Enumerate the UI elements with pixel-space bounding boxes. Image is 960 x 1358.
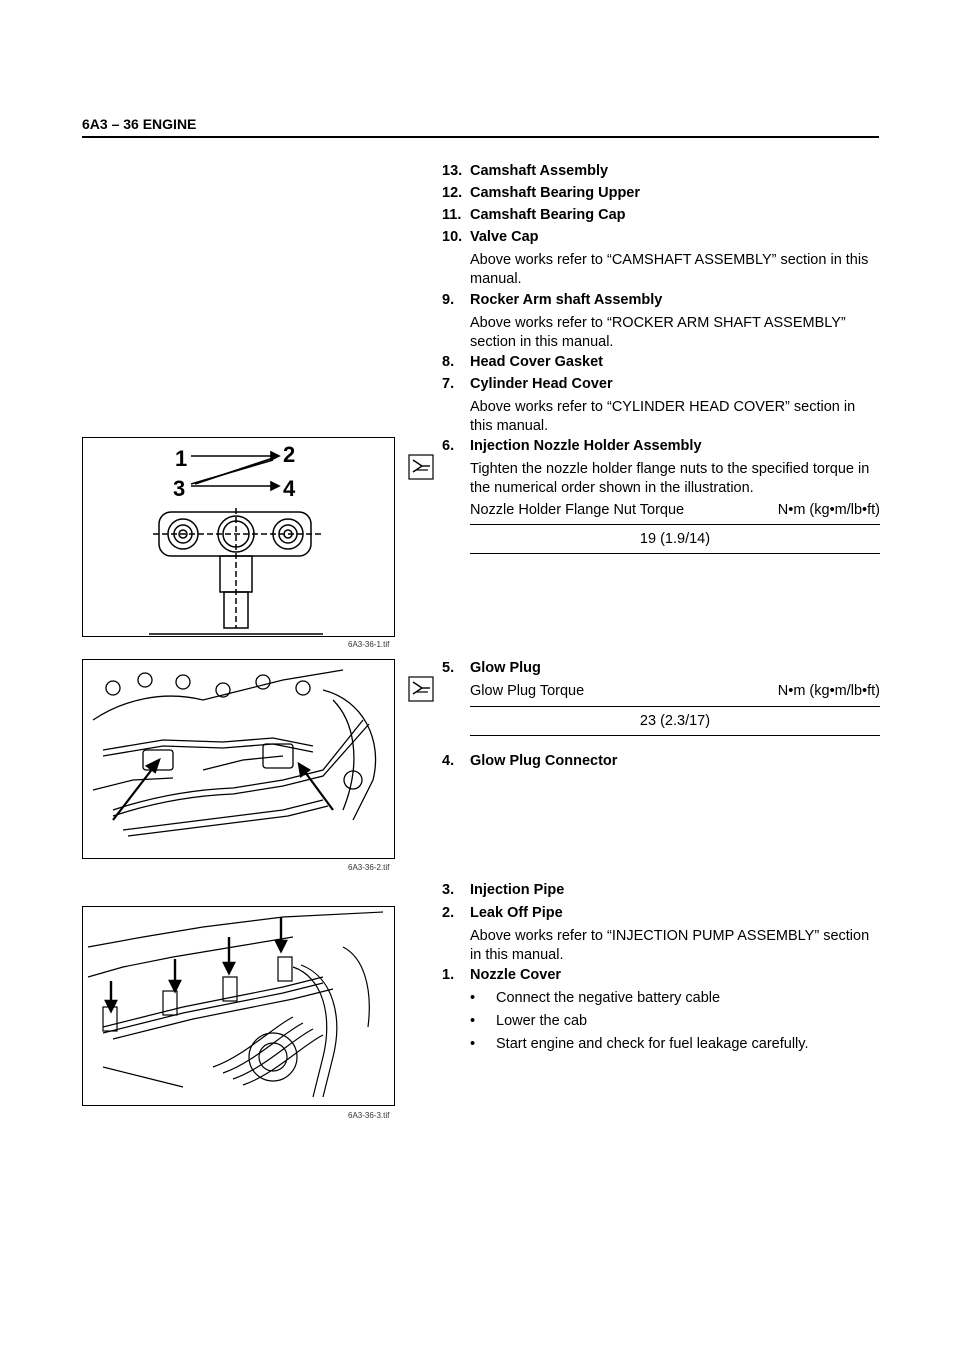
item-label: Rocker Arm shaft Assembly [470,292,663,308]
item-9 [442,292,662,308]
item-label: Camshaft Bearing Upper [470,185,641,201]
item-11 [442,207,626,223]
bullet-dot: • [470,1036,476,1052]
item-3 [442,882,564,898]
fig-label-1: 1 [175,446,188,471]
figure-injection-pipe [82,906,395,1106]
item-5 [442,660,541,676]
torque-rule [470,735,880,736]
item-number: 5. [442,660,455,676]
item-label: Cylinder Head Cover [470,376,613,392]
figure-caption-2: 6A3-36-2.tif [348,863,390,872]
glow-plug-illustration [83,660,394,858]
torque-label-glow: Glow Plug Torque [470,683,585,699]
item-label: Glow Plug Connector [470,753,618,769]
item-label: Valve Cap [470,229,539,245]
header-rule [82,136,879,138]
bullet-dot: • [470,990,476,1006]
note-head-cover: Above works refer to “CYLINDER HEAD COVER” section in this manual. [470,399,856,434]
item-label: Head Cover Gasket [470,354,603,370]
item-number: 6. [442,438,455,454]
item-13 [442,163,608,179]
item-label: Camshaft Assembly [470,163,609,179]
note-injection-pump: Above works refer to “INJECTION PUMP ASSEMBLY” section in this manual. [470,928,870,963]
note-rocker: Above works refer to “ROCKER ARM SHAFT ASSEMBLY” section in this manual. [470,315,846,350]
page-header: 6A3 – 36 ENGINE [82,116,197,132]
figure-glow-plug [82,659,395,859]
torque-rule [470,524,880,525]
item-4 [442,753,617,769]
bullet-text: Connect the negative battery cable [496,990,721,1006]
item-number: 2. [442,905,455,921]
item-number: 10. [442,229,463,245]
torque-wrench-icon [408,454,434,480]
item-6 [442,438,702,454]
torque-rule [470,706,880,707]
bullet-dot: • [470,1013,476,1029]
bullet-text: Start engine and check for fuel leakage carefully. [496,1036,809,1052]
torque-wrench-icon [408,676,434,702]
figure-caption-3: 6A3-36-3.tif [348,1111,390,1120]
item-8 [442,354,603,370]
item-number: 12. [442,185,463,201]
fig-label-3: 3 [173,476,186,501]
item-12 [442,185,640,201]
item-number: 4. [442,753,455,769]
fig-label-4: 4 [283,476,296,501]
item-label: Nozzle Cover [470,967,562,983]
nozzle-holder-illustration [83,438,394,636]
torque-value-glow: 23 (2.3/17) [639,713,711,729]
item-number: 8. [442,354,455,370]
item-label: Camshaft Bearing Cap [470,207,626,223]
item-10 [442,229,539,245]
item-7 [442,376,613,392]
note-nozzle: Tighten the nozzle holder flange nuts to the specified torque in the numerical order shown in the illustration. [470,461,870,496]
item-number: 7. [442,376,455,392]
bullet-text: Lower the cab [496,1013,588,1029]
item-label: Leak Off Pipe [470,905,563,921]
item-label: Injection Pipe [470,882,565,898]
injection-pipe-illustration [83,907,394,1105]
item-number: 11. [442,207,462,223]
fig-label-2: 2 [283,442,296,467]
item-label: Glow Plug [470,660,541,676]
torque-value-nozzle: 19 (1.9/14) [639,531,711,547]
item-number: 9. [442,292,455,308]
torque-unit-nozzle: N•m (kg•m/lb•ft) [777,502,880,518]
item-number: 13. [442,163,463,179]
item-number: 3. [442,882,455,898]
item-number: 1. [442,967,455,983]
item-1 [442,967,561,983]
note-camshaft: Above works refer to “CAMSHAFT ASSEMBLY” section in this manual. [470,252,869,287]
figure-nozzle-holder [82,437,395,637]
item-2 [442,905,563,921]
torque-unit-glow: N•m (kg•m/lb•ft) [777,683,880,699]
figure-caption-1: 6A3-36-1.tif [348,640,390,649]
torque-label-nozzle: Nozzle Holder Flange Nut Torque [470,502,685,518]
torque-rule [470,553,880,554]
item-label: Injection Nozzle Holder Assembly [470,438,702,454]
